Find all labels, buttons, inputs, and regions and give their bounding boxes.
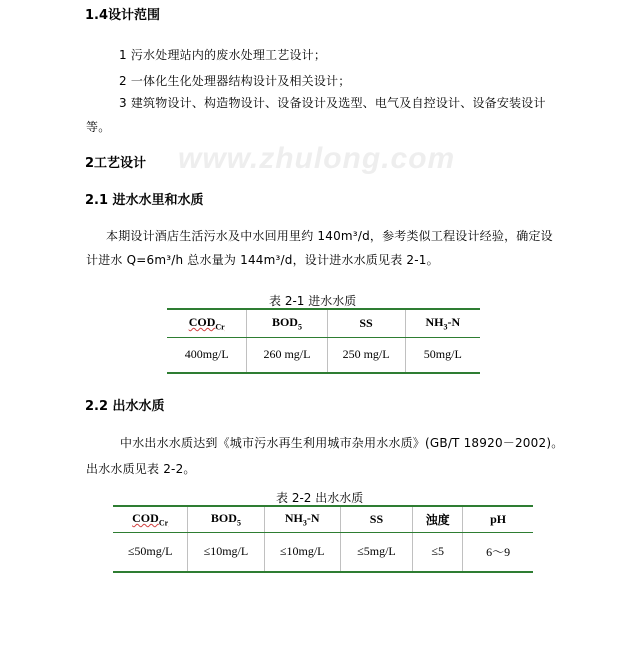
table1-caption: 表 2-1 进水水质 (269, 294, 357, 308)
scope-item-3-cont: 等。 (86, 120, 111, 134)
section-2-2-para-line2: 出水水质见表 2-2。 (86, 462, 196, 476)
table2-effluent-quality (113, 505, 533, 573)
section-2-title: 2工艺设计 (85, 156, 147, 171)
table-row (113, 532, 533, 572)
table2-cell-nh3n: ≤10mg/L (264, 532, 340, 572)
table2-cell-turbidity: ≤5 (413, 532, 463, 572)
table1-header-cod: $COD_{Cr}$ (167, 309, 247, 337)
table2-header-nh3n: $NH_3-N$ (264, 506, 340, 532)
table2-cell-cod: ≤50mg/L (113, 532, 188, 572)
section-2-2-para-line1: 中水出水水质达到《城市污水再生利用城市杂用水水质》(GB/T 18920－2002)。 (120, 436, 564, 450)
table2-header-ph: pH (463, 506, 533, 532)
table2-cell-ph: 6～9 (486, 545, 511, 560)
table2-header-ss: SS (340, 506, 412, 532)
table-row (167, 337, 480, 373)
table2-cell-ss: ≤5mg/L (340, 532, 412, 572)
watermark: www.zhulong.com (178, 142, 456, 175)
scope-item-1: 1 污水处理站内的废水处理工艺设计； (119, 48, 327, 62)
table2-cell-bod: ≤10mg/L (188, 532, 264, 572)
table1-cell-bod: 260 mg/L (247, 337, 327, 373)
section-2-1-para-line2: 计进水 Q=6m³/h 总水量为 144m³/d，设计进水水质见表 2-1。 (86, 253, 439, 267)
table1-influent-quality (167, 308, 480, 374)
section-2-1-title: 2.1 进水水里和水质 (85, 193, 204, 208)
table2-caption: 表 2-2 出水水质 (276, 491, 364, 505)
section-2-1-para-line1: 本期设计酒店生活污水及中水回用里约 140m³/d，参考类似工程设计经验，确定设 (106, 229, 553, 243)
table2-header-bod: $BOD_5$ (188, 506, 264, 532)
section-1-4-title: 1.4设计范围 (85, 8, 161, 23)
table1-cell-ss: 250 mg/L (327, 337, 405, 373)
table1-header-ss: SS (327, 309, 405, 337)
scope-item-3: 3 建筑物设计、构造物设计、设备设计及选型、电气及自控设计、设备安装设计 (119, 96, 546, 110)
table1-cell-cod: 400mg/L (167, 337, 247, 373)
table1-header-bod: $BOD_5$ (247, 309, 327, 337)
table2-header-cod: $COD_{Cr}$ (113, 506, 188, 532)
scope-item-2: 2 一体化生化处理器结构设计及相关设计； (119, 74, 351, 88)
table1-cell-nh3n: 50mg/L (423, 347, 462, 362)
section-2-2-title: 2.2 出水水质 (85, 399, 165, 414)
table2-header-turbidity: 浊度 (413, 506, 463, 532)
table1-header-nh3n: $NH_3-N$ (405, 309, 480, 337)
